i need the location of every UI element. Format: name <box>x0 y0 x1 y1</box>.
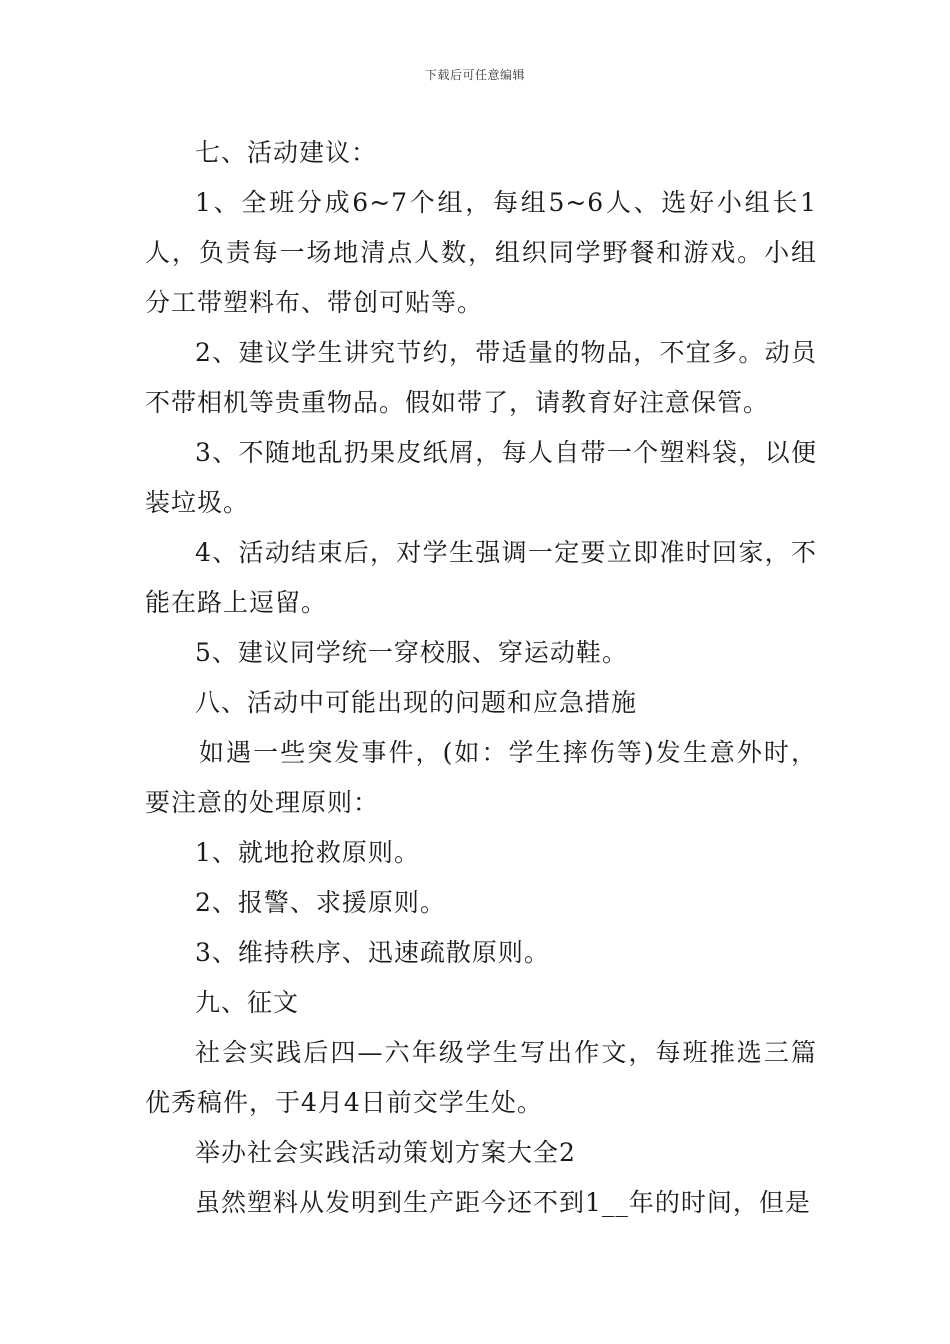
emergency-principle-1: 1、就地抢救原则。 <box>195 838 420 867</box>
section-heading-nine: 九、征文 <box>195 988 300 1017</box>
section-heading-seven: 七、活动建议： <box>195 138 378 167</box>
document-body <box>145 128 817 1228</box>
suggestion-item-5: 5、建议同学统一穿校服、穿运动鞋。 <box>195 638 628 667</box>
plastic-intro-paragraph: 虽然塑料从发明到生产距今还不到1__年的时间，但是 <box>195 1188 811 1217</box>
suggestion-item-3: 3、不随地乱扔果皮纸屑，每人自带一个塑料袋，以便装垃圾。 <box>145 438 817 517</box>
emergency-principle-2: 2、报警、求援原则。 <box>195 888 446 917</box>
emergency-intro-paragraph: 如遇一些突发事件，(如：学生摔伤等)发生意外时，要注意的处理原则： <box>145 738 817 817</box>
essay-paragraph: 社会实践后四—六年级学生写出作文，每班推选三篇优秀稿件，于4月4日前交学生处。 <box>145 1038 817 1117</box>
suggestion-item-1: 1、全班分成6~7个组，每组5~6人、选好小组长1人，负责每一场地清点人数，组织同学野餐和游戏。小组分工带塑料布、带创可贴等。 <box>145 188 817 317</box>
plan-title-2: 举办社会实践活动策划方案大全2 <box>195 1138 576 1167</box>
suggestion-item-4: 4、活动结束后，对学生强调一定要立即准时回家，不能在路上逗留。 <box>145 538 817 617</box>
suggestion-item-2: 2、建议学生讲究节约，带适量的物品，不宜多。动员不带相机等贵重物品。假如带了，请教育好注意保管。 <box>145 338 817 417</box>
section-heading-eight: 八、活动中可能出现的问题和应急措施 <box>195 688 638 717</box>
page-header: 下载后可任意编辑 <box>424 68 525 82</box>
emergency-principle-3: 3、维持秩序、迅速疏散原则。 <box>195 938 550 967</box>
